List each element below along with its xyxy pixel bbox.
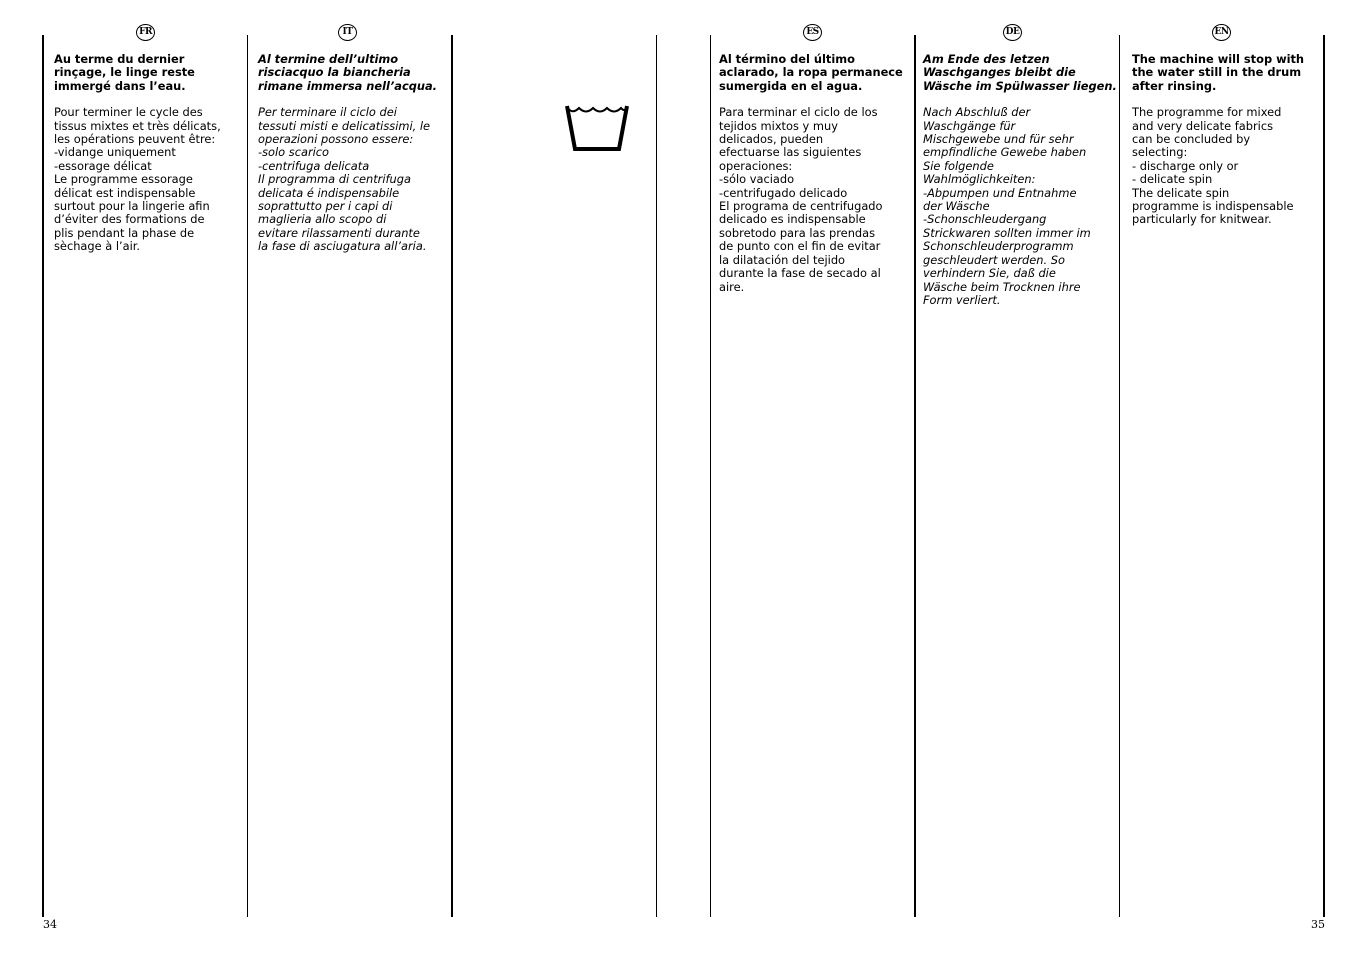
column-heading: The machine will stop with the water still in the drum after rinsing. xyxy=(1132,52,1305,93)
column-it xyxy=(258,53,450,254)
column-body: Para terminar el ciclo de los tejidos mixtos y muy delicados, pueden efectuarse las siguientes operaciones: -sólo vaciado -centrifugado delicado El programa de centrifugado delicado es indispensable sobretodo para las prendas de punto con el fin de evitar la dilatación del tejido durante la fase de secado al aire. xyxy=(719,105,883,294)
column-rule xyxy=(247,35,248,917)
page-number-right: 35 xyxy=(1311,918,1325,931)
column-heading: Al termine dell’ultimo risciacquo la biancheria rimane immersa nell’acqua. xyxy=(258,52,437,93)
language-badge-fr: FR xyxy=(136,24,155,41)
column-heading: Am Ende des letzen Waschganges bleibt die Wäsche im Spülwasser liegen. xyxy=(923,52,1117,93)
column-body: The programme for mixed and very delicate fabrics can be concluded by selecting: - discharge only or - delicate spin The delicate spin programme is indispensable particularly for knitwear. xyxy=(1132,105,1294,227)
column-heading: Au terme du dernier rinçage, le linge reste immergé dans l’eau. xyxy=(54,52,195,93)
column-body: Per terminare il ciclo dei tessuti misti e delicatissimi, le operazioni possono essere: -solo scarico -centrifuga delicata Il programma di centrifuga delicata é indispensabile soprattutto per i capi di maglieria allo scopo di evitare rilassamenti durante la fase di asciugatura all’aria. xyxy=(258,105,431,254)
column-rule xyxy=(710,35,711,917)
column-rule xyxy=(1119,35,1120,917)
language-badge-en: EN xyxy=(1212,24,1231,41)
left-margin-rule xyxy=(42,35,44,917)
language-badge-de: DE xyxy=(1003,24,1022,41)
column-rule xyxy=(451,35,453,917)
column-en xyxy=(1132,53,1320,227)
language-badge-es: ES xyxy=(803,24,822,41)
column-heading: Al término del último aclarado, la ropa permanece sumergida en el agua. xyxy=(719,52,903,93)
column-body: Nach Abschluß der Waschgänge für Mischgewebe und für sehr empfindliche Gewebe haben Sie folgende Wahlmöglichkeiten: -Abpumpen und Entnahme der Wäsche -Schonschleudergang Strickwaren sollten immer im Schonschleuderprogramm geschleudert werden. So verhindern Sie, daß die Wäsche beim Trocknen ihre Form verliert. xyxy=(923,105,1091,307)
wash-tub-icon xyxy=(565,103,629,153)
language-badge-it: IT xyxy=(338,24,357,41)
column-es xyxy=(719,53,912,294)
column-rule xyxy=(656,35,657,917)
page-number-left: 34 xyxy=(43,918,57,931)
column-rule xyxy=(914,35,916,917)
right-margin-rule xyxy=(1323,35,1325,917)
column-body: Pour terminer le cycle des tissus mixtes et très délicats, les opérations peuvent être: -vidange uniquement -essorage délicat Le programme essorage délicat est indispensable surtout pour la lingerie afin d’éviter des formations de plis pendant la phase de sèchage à l’air. xyxy=(54,105,221,254)
column-fr xyxy=(54,53,244,254)
column-de xyxy=(923,53,1117,307)
